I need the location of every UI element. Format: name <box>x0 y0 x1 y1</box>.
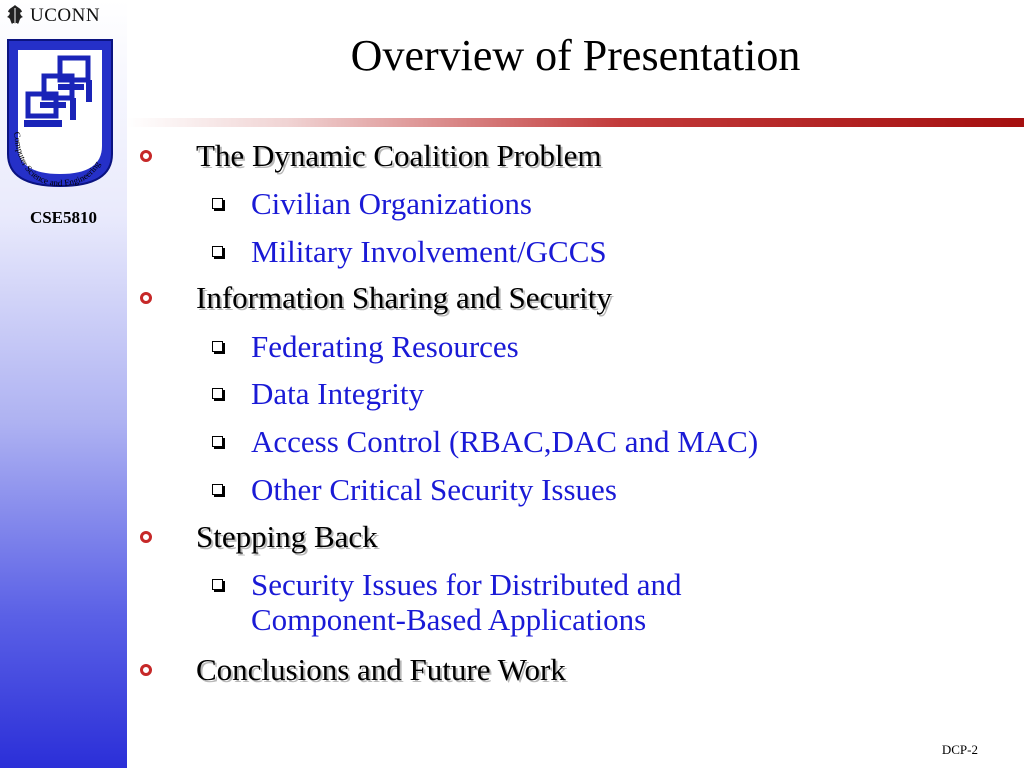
course-code: CSE5810 <box>29 208 98 227</box>
brand-name: UCONN <box>30 5 101 26</box>
outline-item <box>140 652 566 688</box>
square-bullet-icon <box>212 246 223 257</box>
sidebar <box>0 0 127 768</box>
outline-subitem-label: Access Control (RBAC,DAC and MAC) <box>251 424 759 459</box>
outline-subitem-label: Data Integrity <box>251 376 425 411</box>
outline-subitem <box>212 186 532 221</box>
square-bullet-icon <box>212 436 223 447</box>
title-divider <box>127 118 1024 127</box>
outline-subitem-label: Security Issues for Distributed and Component-Based Applications <box>251 567 682 637</box>
square-bullet-icon <box>212 484 223 495</box>
square-bullet-icon <box>212 198 223 209</box>
outline-item <box>140 519 378 555</box>
networked-computers-icon <box>0 36 120 188</box>
outline-subitem <box>212 472 617 507</box>
outline-subitem <box>212 567 811 637</box>
square-bullet-icon <box>212 388 223 399</box>
square-bullet-icon <box>212 341 223 352</box>
outline-item-label: Stepping Back <box>196 519 378 554</box>
square-bullet-icon <box>212 579 223 590</box>
slide-title: Overview of Presentation <box>350 31 801 80</box>
circle-bullet-icon <box>140 150 152 162</box>
oak-leaf-icon <box>4 4 26 28</box>
circle-bullet-icon <box>140 664 152 676</box>
circle-bullet-icon <box>140 292 152 304</box>
circle-bullet-icon <box>140 531 152 543</box>
logo-ring-text: Computer Science and Engineering <box>11 131 103 188</box>
outline-item <box>140 138 602 174</box>
outline-subitem <box>212 234 607 269</box>
outline-subitem-label: Civilian Organizations <box>251 186 532 221</box>
outline-subitem <box>212 376 424 411</box>
outline-subitem <box>212 424 758 459</box>
outline-subitem <box>212 329 519 364</box>
outline-item-label: Conclusions and Future Work <box>196 652 566 687</box>
uconn-brand <box>4 2 100 30</box>
outline-item-label: The Dynamic Coalition Problem <box>196 138 602 173</box>
outline-item-label: Information Sharing and Security <box>196 280 612 315</box>
slide-number: DCP-2 <box>941 742 978 757</box>
outline-subitem-label: Federating Resources <box>251 329 519 364</box>
outline-subitem-label: Military Involvement/GCCS <box>251 234 607 269</box>
outline-subitem-label: Other Critical Security Issues <box>251 472 617 507</box>
outline-item <box>140 280 612 316</box>
